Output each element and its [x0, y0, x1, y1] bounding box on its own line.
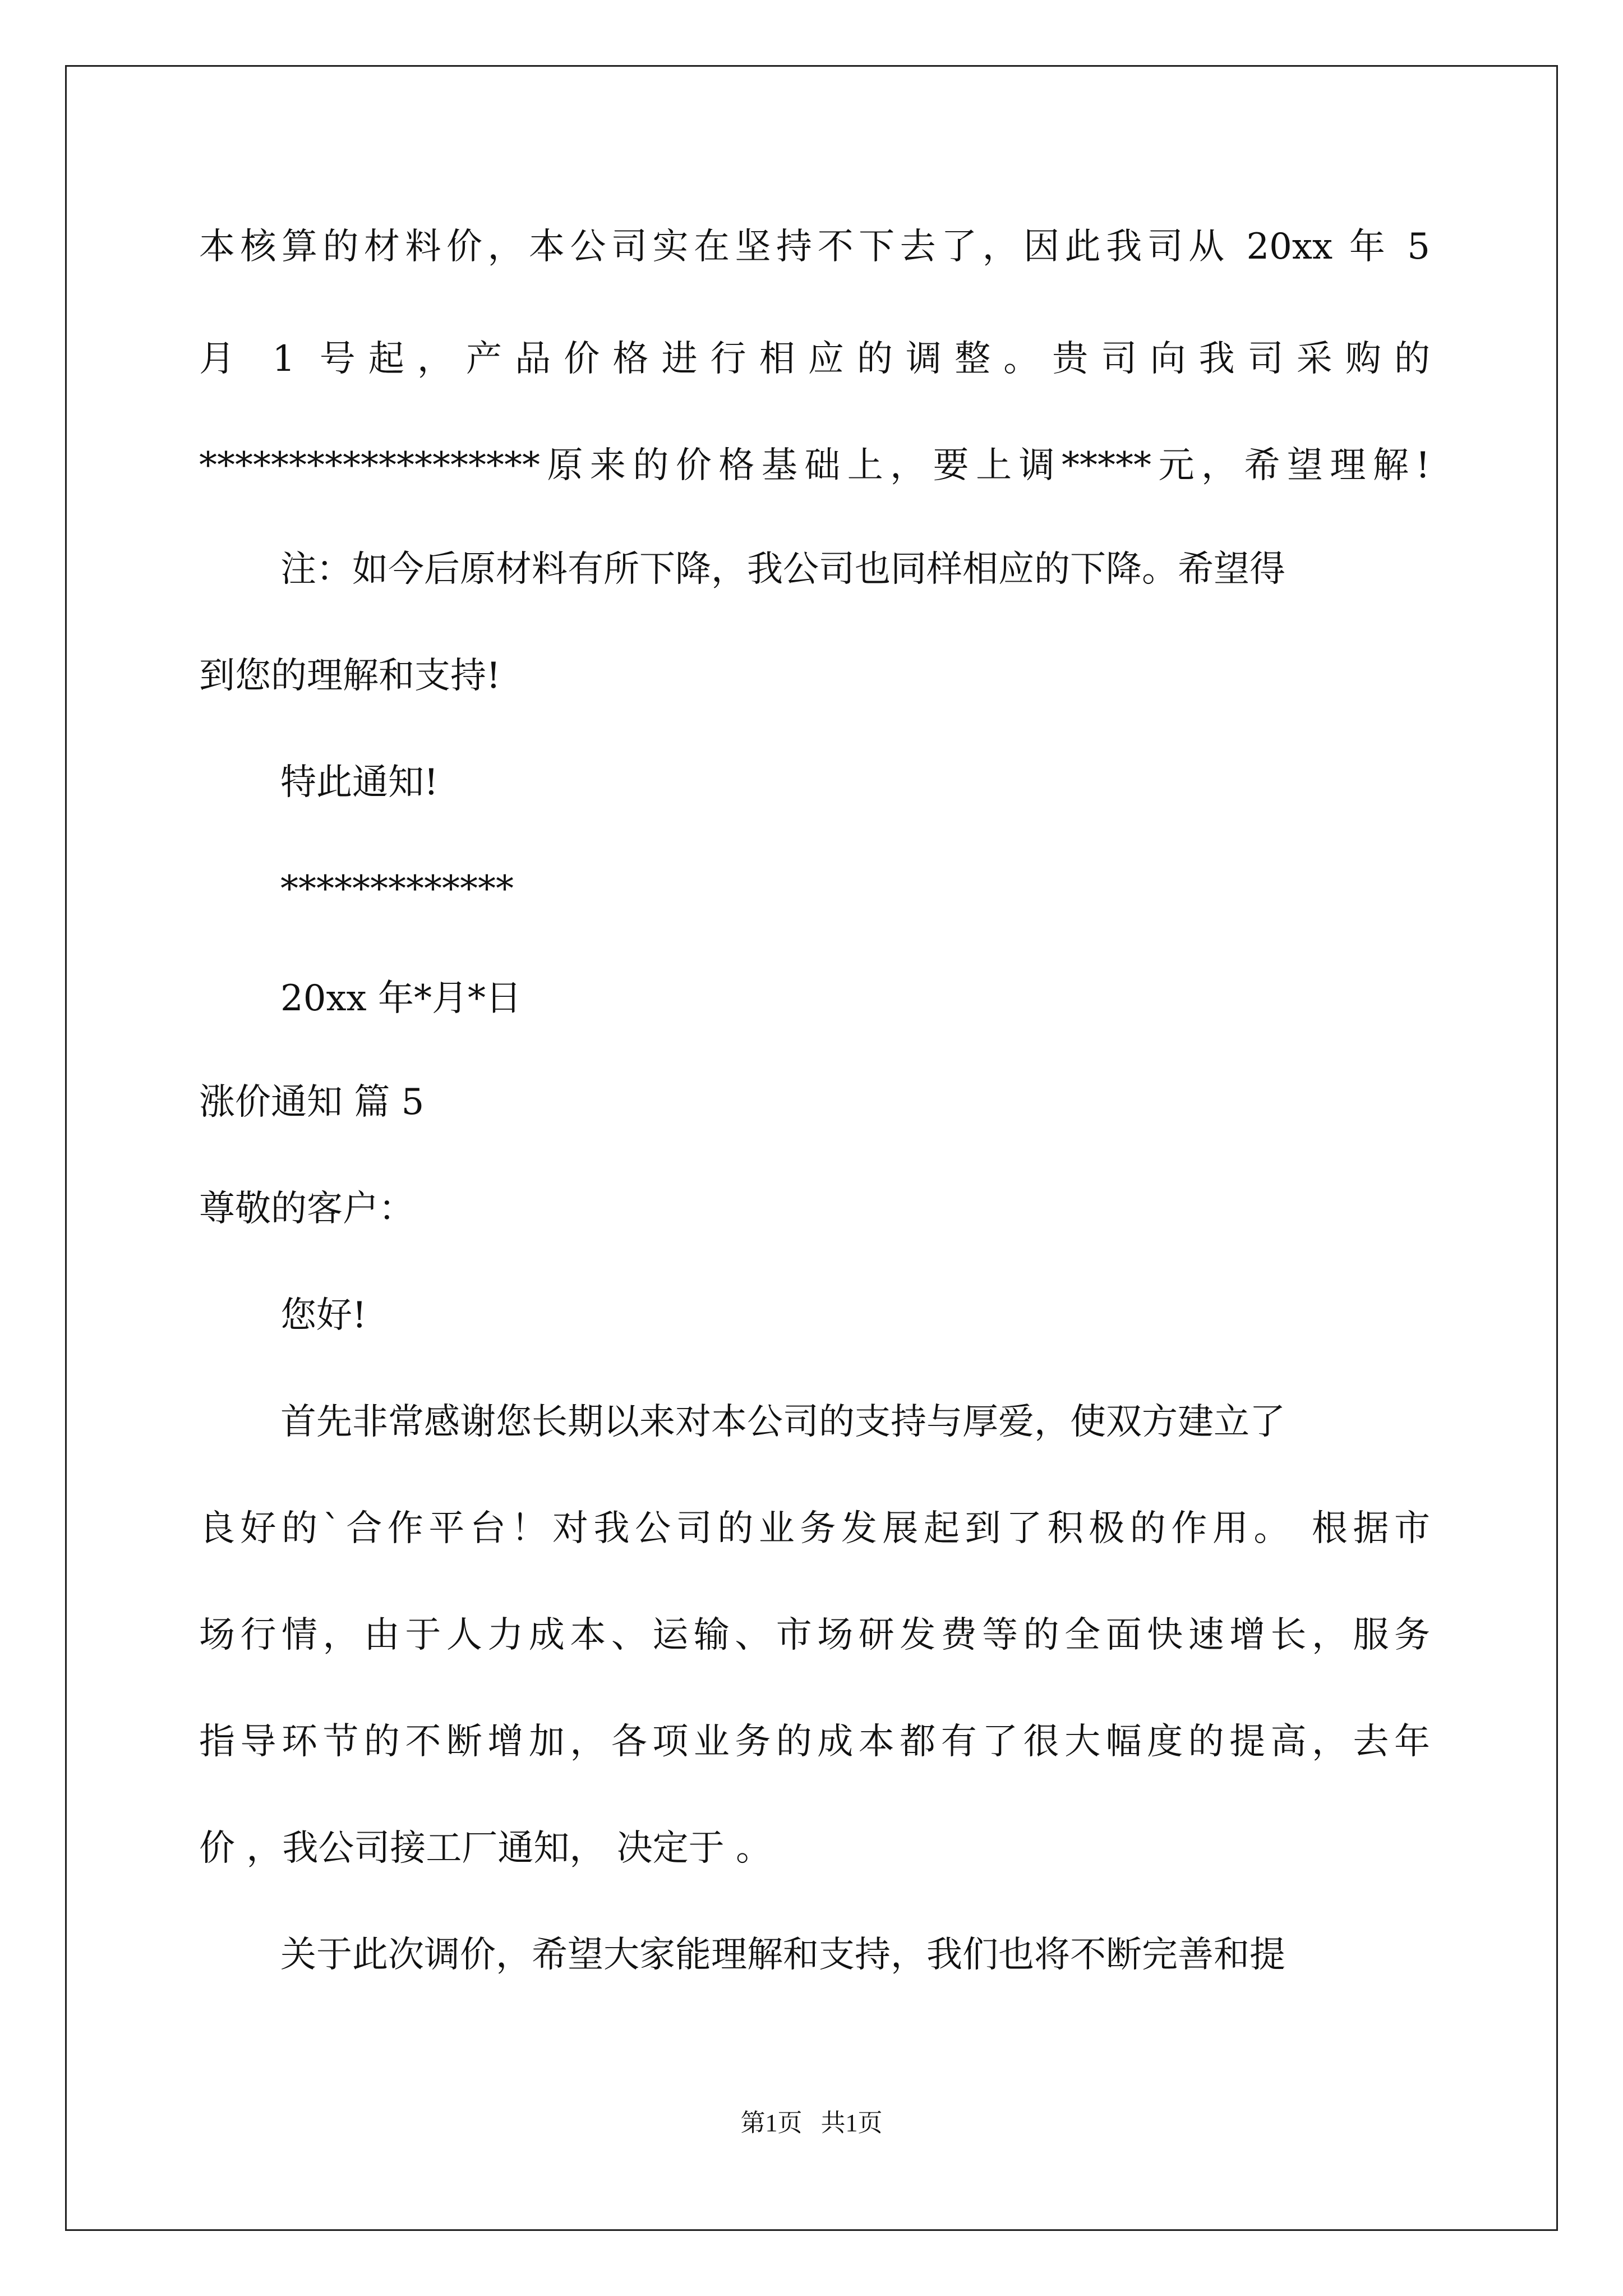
date-line: 20xx 年*月*日: [280, 978, 522, 1019]
page-border: [65, 65, 1558, 2231]
body-line: 到您的理解和支持!: [199, 655, 501, 697]
body-line: 指导环节的不断增加，各项业务的成本都有了很大幅度的提高，去年: [199, 1721, 1430, 1763]
body-line: 月 1 号起，产品价格进行相应的调整。贵司向我司采购的: [199, 338, 1430, 380]
closing-line: 特此通知!: [280, 762, 439, 803]
body-line: 关于此次调价，希望大家能理解和支持，我们也将不断完善和提: [280, 1934, 1285, 1976]
body-line: 场行情，由于人力成本、运输、市场研发费等的全面快速增长，服务: [199, 1614, 1430, 1656]
page-number: 第1页 共1页: [740, 2109, 883, 2137]
signature-line: *************: [280, 868, 514, 910]
salutation: 尊敬的客户：: [199, 1188, 414, 1230]
body-line: 良好的`合作平台！对我公司的业务发展起到了积极的作用。 根据市: [199, 1508, 1430, 1549]
body-line: *******************原来的价格基础上，要上调*****元，希望理解!: [199, 445, 1430, 486]
body-line: 注：如今后原材料有所下降，我公司也同样相应的下降。希望得: [280, 549, 1285, 590]
body-line: 本核算的材料价，本公司实在坚持不下去了，因此我司从 20xx 年 5: [199, 226, 1430, 268]
section-title: 涨价通知 篇 5: [199, 1082, 425, 1123]
body-line: 价 ，我公司接工厂通知， 决定于 。: [199, 1828, 772, 1869]
greeting: 您好!: [280, 1295, 367, 1336]
body-line: 首先非常感谢您长期以来对本公司的支持与厚爱，使双方建立了: [280, 1401, 1285, 1443]
